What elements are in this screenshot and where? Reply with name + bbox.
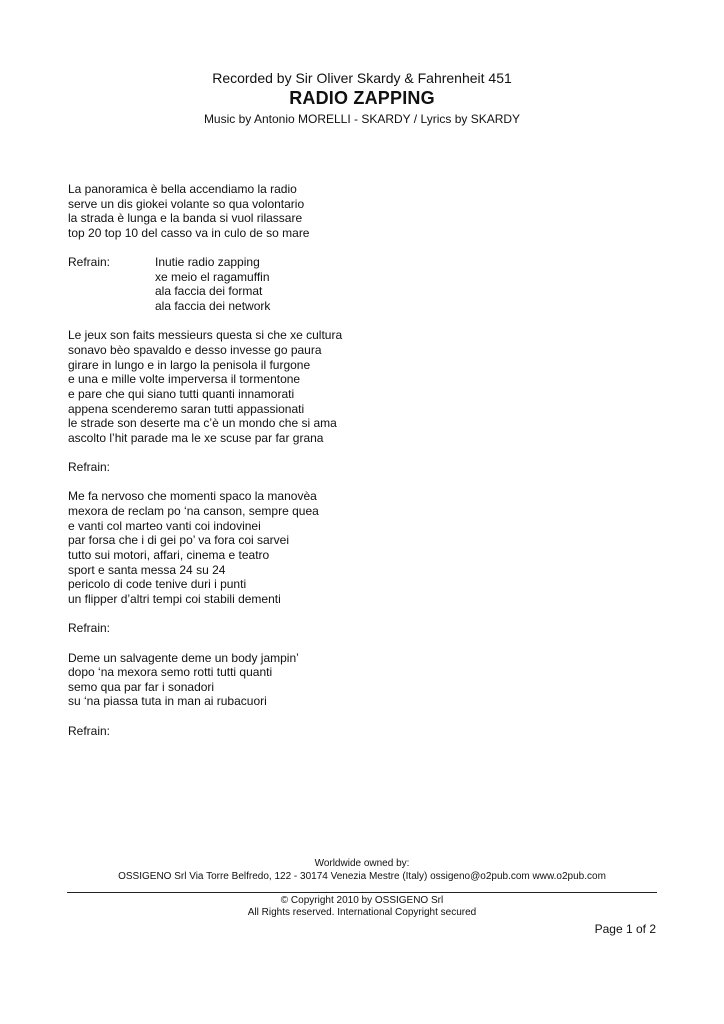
lyric-line: e pare che qui siano tutti quanti innamorati: [68, 386, 295, 401]
lyric-line: e vanti col marteo vanti coi indovinei: [68, 518, 261, 533]
refrain-label: Refrain:: [68, 255, 111, 270]
refrain-block: [68, 255, 668, 314]
lyric-line: serve un dis giokei volante so qua volontario: [68, 196, 305, 211]
lyric-line: girare in lungo e in largo la penisola il furgone: [68, 357, 311, 372]
lyric-line: top 20 top 10 del casso va in culo de so mare: [68, 225, 310, 240]
lyric-line: La panoramica è bella accendiamo la radio: [68, 182, 297, 196]
lyric-line: pericolo di code tenive duri i punti: [68, 577, 247, 592]
verse-1: [68, 182, 668, 241]
rights-line: All Rights reserved. International Copyright secured: [247, 907, 477, 918]
lyric-line: ascolto l’hit parade ma le xe scuse par far grana: [68, 430, 324, 445]
verse-2: [68, 328, 668, 445]
song-header: [0, 70, 724, 126]
lyric-line: sport e santa messa 24 su 24: [68, 562, 226, 577]
credits-line: Music by Antonio MORELLI - SKARDY / Lyrics by SKARDY: [203, 112, 521, 126]
refrain-line: xe meio el ragamuffin: [155, 269, 270, 284]
verse-4: [68, 651, 668, 710]
footer-divider: [67, 892, 657, 893]
verse-3: [68, 489, 668, 606]
refrain-line: Inutie radio zapping: [155, 255, 260, 270]
lyric-line: su ‘na piassa tuta in man ai rubacuori: [68, 694, 267, 709]
lyric-line: un flipper d’altri tempi coi stabili dementi: [68, 591, 281, 606]
lyric-line: tutto sui motori, affari, cinema e teatro: [68, 548, 270, 563]
lyric-line: sonavo bèo spavaldo e desso invesse go paura: [68, 343, 322, 358]
refrain-line: ala faccia dei network: [155, 299, 271, 314]
refrain-label: Refrain:: [68, 460, 111, 475]
refrain-label: Refrain:: [68, 621, 111, 636]
lyric-line: le strade son deserte ma c’è un mondo che si ama: [68, 416, 337, 431]
lyric-line: appena scenderemo saran tutti appassionati: [68, 401, 305, 416]
lyric-line: Le jeux son faits messieurs questa si che xe cultura: [68, 328, 343, 343]
owned-label: Worldwide owned by:: [314, 858, 410, 869]
copyright-line: © Copyright 2010 by OSSIGENO Srl: [280, 895, 444, 906]
lyrics-body: [68, 182, 668, 738]
lyric-line: e una e mille volte imperversa il tormentone: [68, 372, 301, 387]
owner-address: OSSIGENO Srl Via Torre Belfredo, 122 - 30174 Venezia Mestre (Italy) ossigeno@o2pub.com www.o2pub.com: [118, 871, 606, 882]
refrain-label: Refrain:: [68, 723, 111, 738]
ownership-footer: [0, 857, 724, 883]
lyric-line: Deme un salvagente deme un body jampin’: [68, 650, 299, 665]
lyric-line: semo qua par far i sonadori: [68, 679, 215, 694]
copyright-footer: [0, 895, 724, 919]
refrain-line: ala faccia dei format: [155, 284, 263, 299]
page-number: Page 1 of 2: [594, 922, 656, 936]
recorded-by-line: Recorded by Sir Oliver Skardy & Fahrenheit 451: [212, 70, 512, 86]
lyric-line: Me fa nervoso che momenti spaco la manovèa: [68, 489, 317, 504]
lyric-line: par forsa che i di gei po’ va fora coi sarvei: [68, 533, 289, 548]
lyric-line: la strada è lunga e la banda si vuol rilassare: [68, 211, 303, 226]
lyric-line: mexora de reclam po ‘na canson, sempre quea: [68, 504, 319, 519]
song-title: RADIO ZAPPING: [289, 88, 435, 108]
lyric-line: dopo ‘na mexora semo rotti tutti quanti: [68, 665, 273, 680]
